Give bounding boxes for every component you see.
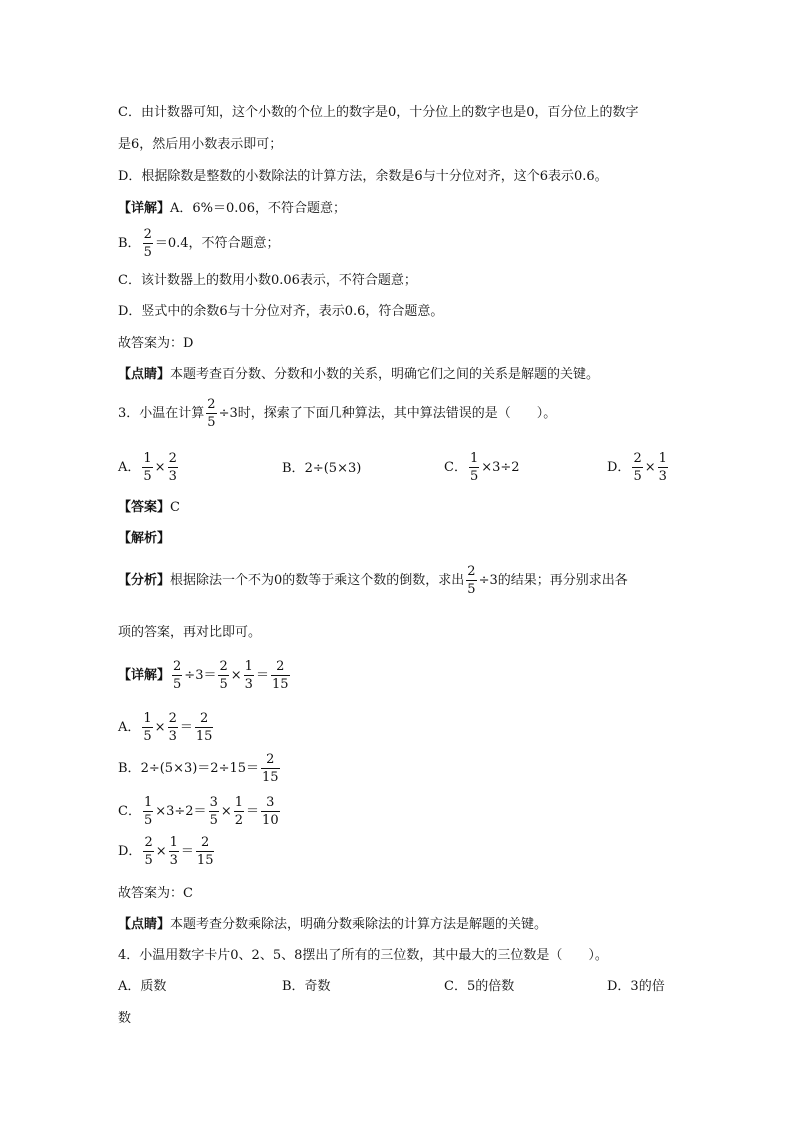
fraction [234,796,244,827]
q4-option-a: A．质数 [118,979,167,994]
q4-stem: 4．小温用数字卡片0、2、5、8摆出了所有的三位数，其中最大的三位数是（ ）。 [118,948,608,963]
fraction [209,796,219,827]
prev-detail-a [118,202,346,215]
q4-option-d-wrap: 数 [118,1011,132,1026]
numerator: 2 [276,659,285,674]
numerator: 2 [173,659,182,674]
fraction [466,565,476,596]
analysis-d-line: D．根据除数是整数的小数除法的计算方法，余数是6与十分位对齐，这个6表示0.6。 [118,169,608,184]
fraction [261,753,280,784]
numerator: 1 [143,451,152,466]
denominator: 5 [469,469,479,484]
q3-detail-a [118,712,215,743]
option-label: A． [118,720,141,735]
fraction [632,452,642,483]
q3-option-d [607,452,670,483]
denominator: 3 [168,469,177,484]
option-label: B． [118,761,141,776]
q3-option-b [282,462,361,475]
q4-option-d: D．3的倍 [607,979,665,994]
numerator: 3 [266,795,275,810]
denominator: 5 [143,469,152,484]
denominator: 5 [143,245,152,260]
numerator: 1 [169,835,178,850]
fraction [143,228,153,259]
numerator: 1 [658,451,667,466]
comment-tag: 【点睛】 [118,917,171,932]
denominator: 5 [207,415,216,430]
denominator: 3 [168,729,177,744]
numerator: 1 [469,451,479,466]
denominator: 5 [633,469,642,484]
denominator: 5 [219,677,228,692]
fraction [168,452,178,483]
operator: ×3÷2＝ [155,804,207,819]
operator: × [155,844,167,859]
numerator: 2 [168,451,177,466]
comment-text: 本题考查百分数、分数和小数的关系，明确它们之间的关系是解题的关键。 [170,367,600,382]
denominator: 5 [209,813,218,828]
prev-comment [118,368,599,381]
denominator: 2 [234,813,244,828]
operator: × [230,668,242,683]
denominator: 3 [658,469,667,484]
numerator: 2 [633,451,642,466]
comment-text: 本题考查分数乘除法，明确分数乘除法的计算方法是解题的关键。 [170,917,548,932]
fraction [143,796,153,827]
option-label: D． [607,460,631,475]
analysis-tag: 【分析】 [118,573,171,588]
analysis-text: ÷3的结果；再分别求出各 [478,573,628,588]
fraction [658,452,668,483]
q3-stem-suffix: ÷3时，探索了下面几种算法，其中算法错误的是（ ）。 [218,406,557,421]
option-tail: ×3÷2 [481,460,520,475]
fraction [218,660,228,691]
fraction [196,836,215,867]
prev-detail-b [118,228,280,259]
detail-b-expr: 2÷(5×3)＝2÷15＝ [140,761,260,776]
numerator: 2 [144,835,153,850]
operator: ＝ [246,804,260,819]
fraction [244,660,254,691]
fraction [271,660,290,691]
detail-b-label: B． [118,236,141,251]
option-label: C． [444,460,467,475]
q3-analysis-line1 [118,565,628,596]
denominator: 5 [173,677,182,692]
prev-detail-c: C．该计数器上的数用小数0.06表示，不符合题意； [118,273,417,288]
option-label: A． [118,460,141,475]
detail-b-text: ＝0.4，不符合题意； [154,236,280,251]
numerator: 2 [207,397,216,412]
q4-option-b: B．奇数 [282,979,331,994]
numerator: 1 [244,659,253,674]
q3-analysis-line2: 项的答案，再对比即可。 [118,625,262,640]
denominator: 10 [262,813,279,828]
detail-tag: 【详解】 [118,201,171,216]
q3-detail-c [118,796,282,827]
q3-option-c [444,452,520,483]
q3-stem-prefix: 3．小温在计算 [118,406,205,421]
numerator: 2 [201,835,210,850]
numerator: 2 [168,711,177,726]
operator: × [220,804,232,819]
q3-comment [118,918,547,931]
q4-option-c: C．5的倍数 [444,979,515,994]
denominator: 15 [271,677,289,692]
prev-answer: 故答案为：D [118,336,194,351]
numerator: 2 [266,752,275,767]
denominator: 5 [143,813,153,828]
q3-detail-d [118,836,216,867]
numerator: 1 [143,795,153,810]
fraction [168,712,178,743]
denominator: 3 [169,853,178,868]
operator: ÷3＝ [184,668,217,683]
operator: × [644,460,656,475]
numerator: 1 [234,795,244,810]
q3-answer [118,501,180,514]
numerator: 2 [143,227,152,242]
fraction [142,712,152,743]
numerator: 3 [209,795,218,810]
numerator: 1 [143,711,152,726]
denominator: 15 [262,770,279,785]
numerator: 2 [200,711,209,726]
denominator: 3 [244,677,253,692]
fraction [169,836,179,867]
numerator: 2 [219,659,228,674]
fraction [142,452,152,483]
denominator: 5 [467,582,476,597]
denominator: 15 [196,853,214,868]
q3-detail-b [118,753,282,784]
fraction [172,660,182,691]
fraction [261,796,280,827]
fraction [206,398,216,429]
operator: ＝ [179,720,193,735]
fraction [469,452,479,483]
analysis-c-line2: 是6，然后用小数表示即可； [118,137,283,152]
q3-jiexi-tag: 【解析】 [118,531,171,546]
operator: × [154,720,166,735]
answer-tag: 【答案】 [118,500,171,515]
option-label: C． [118,804,141,819]
denominator: 5 [143,729,152,744]
q3-detail-main [118,660,292,691]
operator: × [154,460,166,475]
analysis-c-line1: C．由计数器可知，这个小数的个位上的数字是0，十分位上的数字也是0，百分位上的数字 [118,105,639,120]
fraction [195,712,214,743]
detail-a-text: A．6%＝0.06，不符合题意； [170,201,346,216]
q3-final-answer: 故答案为：C [118,886,193,901]
analysis-text: 根据除法一个不为0的数等于乘这个数的倒数，求出 [170,573,465,588]
fraction [143,836,153,867]
option-text: 2÷(5×3) [304,461,362,476]
operator: ＝ [255,668,269,683]
prev-detail-d: D．竖式中的余数6与十分位对齐，表示0.6，符合题意。 [118,304,444,319]
numerator: 2 [467,564,476,579]
detail-tag: 【详解】 [118,668,171,683]
operator: ＝ [180,844,194,859]
option-label: D． [118,844,142,859]
option-label: B． [282,461,305,476]
denominator: 5 [144,853,153,868]
q3-option-a [118,452,180,483]
answer-text: C [170,500,180,515]
denominator: 15 [195,729,213,744]
comment-tag: 【点睛】 [118,367,171,382]
q3-stem [118,398,556,429]
